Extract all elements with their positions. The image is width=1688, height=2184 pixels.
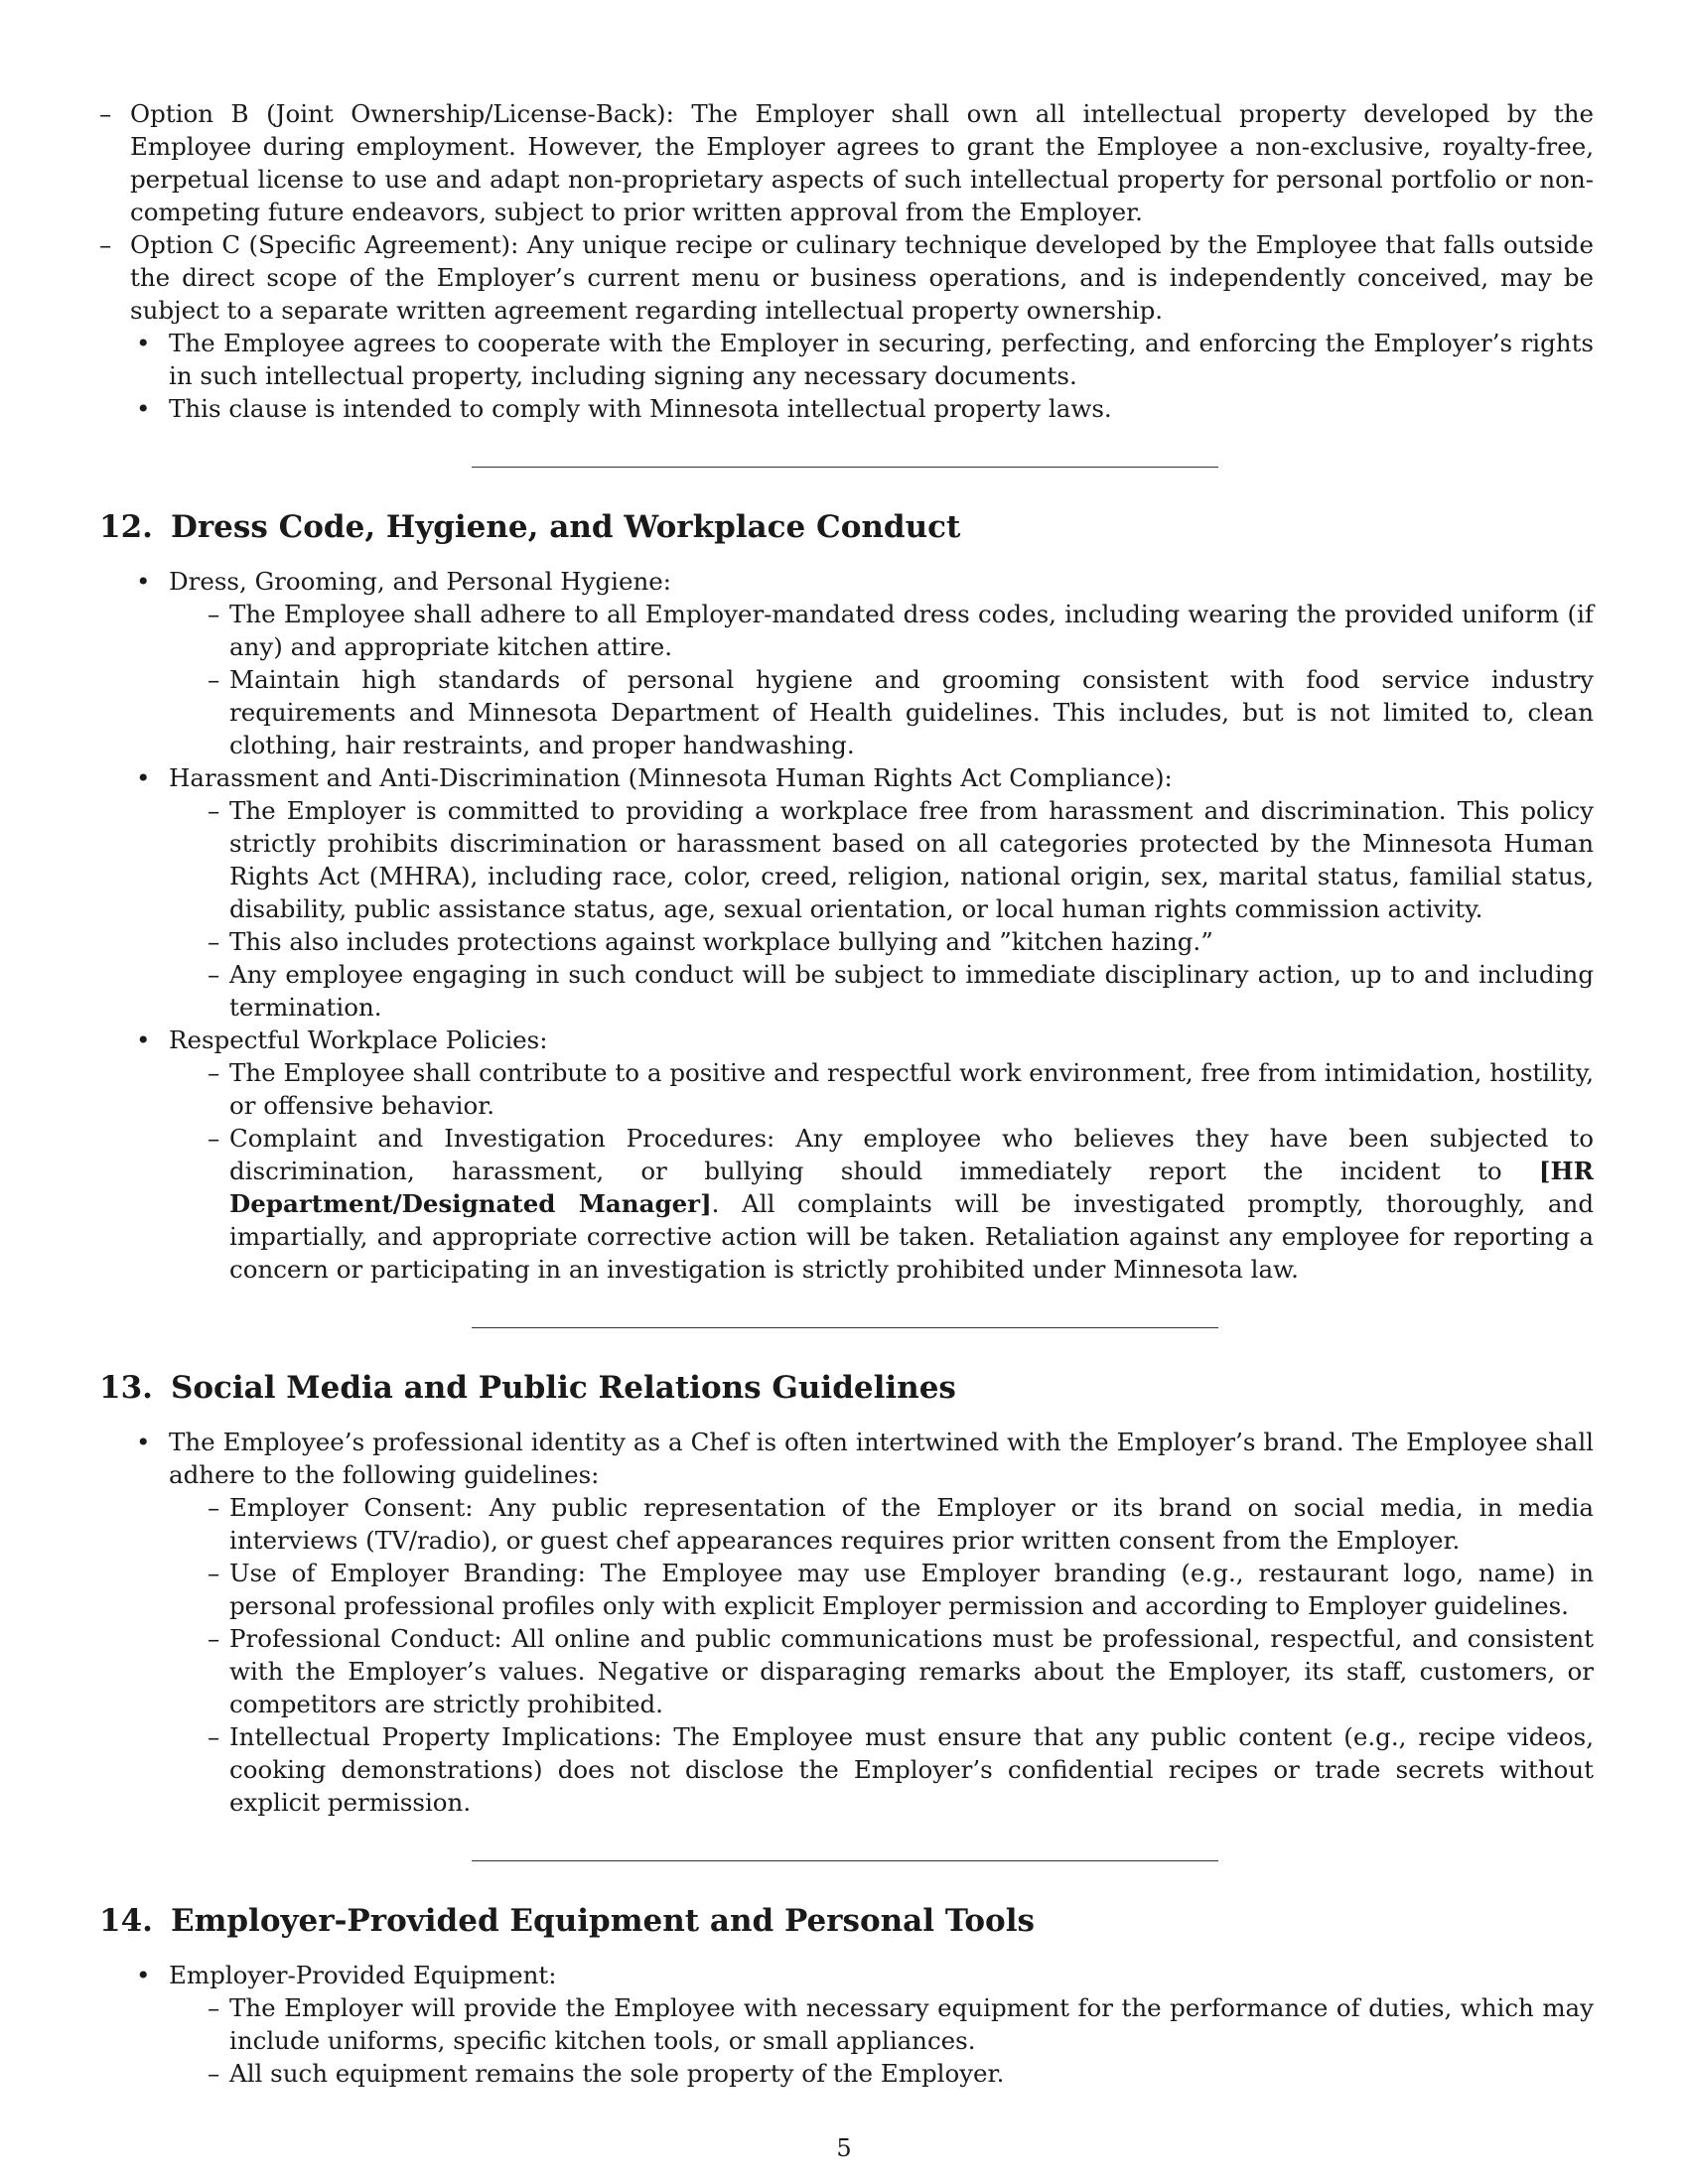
- list-item: – Use of Employer Branding: The Employee may use Employer branding (e.g., restaurant logo, name) in personal professional profiles only with explicit Employer permission and according to Employer guidelines.: [169, 1557, 1594, 1622]
- list-item: [99, 1426, 1594, 1819]
- list-item: – Option B (Joint Ownership/License-Back): The Employer shall own all intellectual property developed by the Employee during employment. However, the Employer agrees to grant the Employee a non-exclusive, royalty-free, perpetual license to use and adapt non-proprietary aspects of such intellectual property for personal portfolio or non-competing future endeavors, subject to prior written approval from the Employer.: [0, 97, 1594, 228]
- section-number: 14.: [99, 1903, 153, 1939]
- list-item: [99, 1959, 1594, 2090]
- list-item: [99, 761, 1594, 1024]
- list-item: – The Employer is committed to providing a workplace free from harassment and discrimination. This policy strictly prohibits discrimination or harassment based on all categories protected by the Minnesota Human Rights Act (MHRA), including race, color, creed, religion, national origin, sex, marital status, familial status, disability, public assistance status, age, sexual orientation, or local human rights commission activity.: [169, 794, 1594, 925]
- section-divider: [472, 1327, 1218, 1328]
- sublist: [169, 1491, 1594, 1819]
- group-label: Employer-Provided Equipment:: [169, 1961, 557, 1989]
- sublist: [169, 794, 1594, 1024]
- list-item: – The Employee shall adhere to all Employer-mandated dress codes, including wearing the provided uniform (if any) and appropriate kitchen attire.: [169, 598, 1594, 663]
- list-item: [169, 1122, 1594, 1286]
- list-item: – Professional Conduct: All online and public communications must be professional, respectful, and consistent with the Employer’s values. Negative or disparaging remarks about the Employer, its staff, customers, or competitors are strictly prohibited.: [169, 1622, 1594, 1720]
- list-item: – The Employer will provide the Employee with necessary equipment for the performance of duties, which may include uniforms, specific kitchen tools, or small appliances.: [169, 1991, 1594, 2057]
- intro-text: The Employee’s professional identity as a Chef is often intertwined with the Employer’s brand. The Employee shall adhere to the following guidelines:: [169, 1428, 1594, 1489]
- section-title: Dress Code, Hygiene, and Workplace Conduct: [170, 509, 961, 545]
- section-number: 12.: [99, 509, 153, 545]
- list-item: [99, 1024, 1594, 1286]
- list-item: • This clause is intended to comply with Minnesota intellectual property laws.: [99, 392, 1594, 425]
- placeholder-hr-department: [HR Department/Designated Manager]: [229, 1157, 1594, 1218]
- list-item: – Intellectual Property Implications: The Employee must ensure that any public content (e.g., recipe videos, cooking demonstrations) does not disclose the Employer’s confidential recipes or trade secrets without explicit permission.: [169, 1720, 1594, 1819]
- section-heading-12: [99, 507, 1594, 547]
- page-number: 5: [836, 2134, 852, 2162]
- section-title: Social Media and Public Relations Guidelines: [170, 1370, 956, 1406]
- continuation-sublist: [0, 97, 1594, 327]
- list-item: – Employer Consent: Any public representation of the Employer or its brand on social media, in media interviews (TV/radio), or guest chef appearances requires prior written consent from the Employer.: [169, 1491, 1594, 1557]
- page-content: [99, 97, 1594, 2090]
- list-item: [99, 565, 1594, 761]
- sublist: [169, 1991, 1594, 2090]
- list-item: – The Employee shall contribute to a positive and respectful work environment, free from intimidation, hostility, or offensive behavior.: [169, 1056, 1594, 1122]
- list-item: – Option C (Specific Agreement): Any unique recipe or culinary technique developed by the Employee that falls outside the direct scope of the Employer’s current menu or business operations, and is independently conceived, may be subject to a separate written agreement regarding intellectual property ownership.: [0, 228, 1594, 327]
- group-label: Respectful Workplace Policies:: [169, 1025, 548, 1054]
- list-item: • The Employee agrees to cooperate with the Employer in securing, perfecting, and enforcing the Employer’s rights in such intellectual property, including signing any necessary documents.: [99, 327, 1594, 392]
- complaint-text-after: . All complaints will be investigated promptly, thoroughly, and impartially, and appropriate corrective action will be taken. Retaliation against any employee for reporting a concern or participating in an investigation is strictly prohibited under Minnesota law.: [229, 1189, 1594, 1284]
- section-12-list: [99, 565, 1594, 1286]
- section-divider: [472, 467, 1218, 468]
- group-label: Dress, Grooming, and Personal Hygiene:: [169, 567, 672, 596]
- group-label: Harassment and Anti-Discrimination (Minnesota Human Rights Act Compliance):: [169, 763, 1173, 792]
- section-heading-14: [99, 1901, 1594, 1941]
- list-item: – This also includes protections against workplace bullying and ”kitchen hazing.”: [169, 925, 1594, 958]
- sublist: [169, 598, 1594, 761]
- section-divider: [472, 1860, 1218, 1861]
- sublist: [169, 1056, 1594, 1286]
- section-number: 13.: [99, 1370, 153, 1406]
- list-item: – Any employee engaging in such conduct will be subject to immediate disciplinary action, up to and including termination.: [169, 958, 1594, 1024]
- list-item: – Maintain high standards of personal hygiene and grooming consistent with food service industry requirements and Minnesota Department of Health guidelines. This includes, but is not limited to, clean clothing, hair restraints, and proper handwashing.: [169, 663, 1594, 761]
- complaint-text-before: Complaint and Investigation Procedures: Any employee who believes they have been subjected to discrimination, harassment, or bullying should immediately report the incident to: [229, 1124, 1594, 1185]
- section-heading-13: [99, 1368, 1594, 1408]
- section-14-list: [99, 1959, 1594, 2090]
- section-title: Employer-Provided Equipment and Personal Tools: [170, 1903, 1035, 1939]
- continuation-bullets: [99, 327, 1594, 425]
- list-item: – All such equipment remains the sole property of the Employer.: [169, 2057, 1594, 2090]
- section-13-list: [99, 1426, 1594, 1819]
